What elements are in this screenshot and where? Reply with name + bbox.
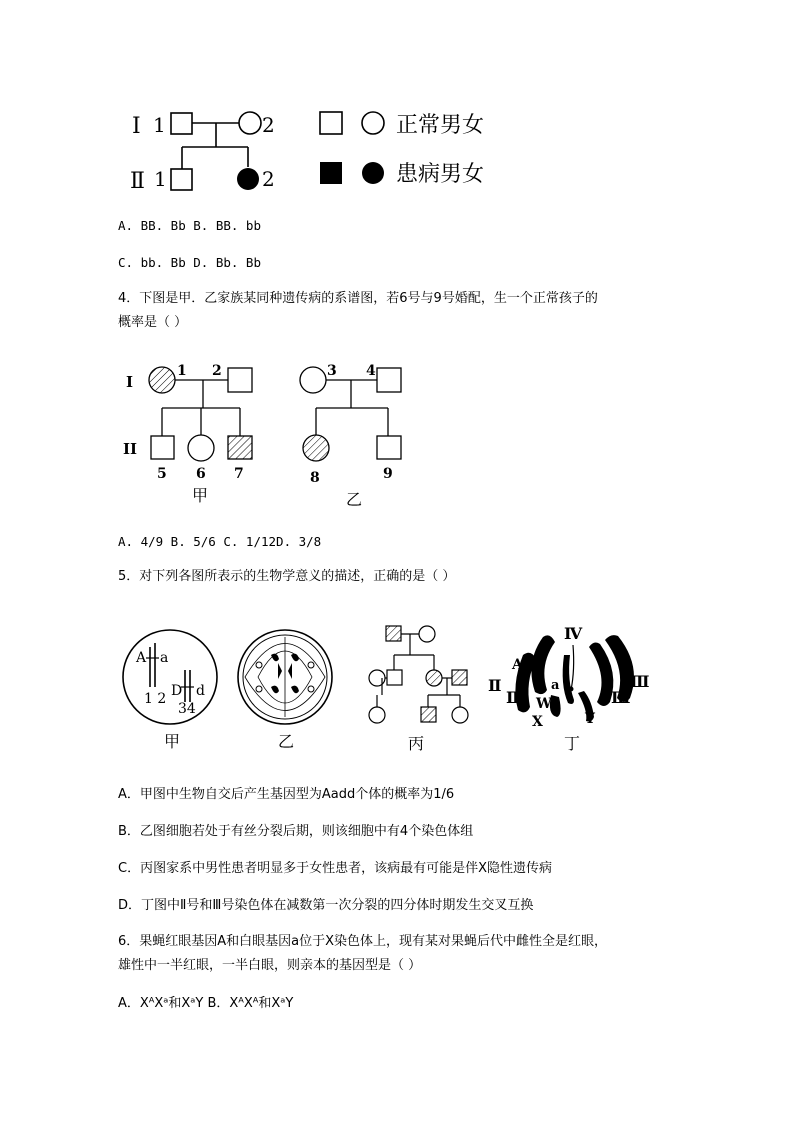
q6-stem-line2: 雄性中一半红眼，一半白眼，则亲本的基因型是（ ） [118,958,422,973]
id-label-6: 6 [196,466,206,482]
figure-q5 [118,615,658,760]
caption-yi: 乙 [278,732,295,751]
id-label-5: 5 [157,466,167,482]
q4-stem-line1: 4．下图是甲．乙家族某同种遗传病的系谱图，若6号与9号婚配，生一个正常孩子的 [118,291,598,306]
id-label: 1 [154,167,167,191]
caption-ding: 丁 [564,734,581,753]
male-normal-symbol [171,113,192,134]
q6-options: A．XᴬXᵃ和XᵃY B．XᴬXᴬ和XᵃY [118,996,294,1011]
q5-option-C: C．丙图家系中男性患者明显多于女性患者，该病最有可能是伴X隐性遗传病 [118,861,552,876]
cell-yi [238,630,332,724]
caption-jia: 甲 [192,486,209,505]
id-label-8: 8 [310,470,320,486]
legend-male-normal [320,112,342,134]
label-A: A [512,657,523,673]
chromosomes-ding [488,624,649,730]
q4-options: A. 4/9 B. 5/6 C. 1/12D. 3/8 [118,534,322,549]
q4-stem-line2: 概率是（ ） [118,315,188,330]
caption-yi: 乙 [346,490,363,509]
label-III-left: Ⅲ [611,688,631,707]
male-normal-9 [377,436,401,459]
label-W: W [536,696,552,712]
gen-label-II: II [123,440,138,458]
legend-male-affected [320,162,342,184]
gene-d: d [196,683,205,699]
pedigree-bing [369,626,468,723]
label-a: a [551,678,560,693]
q5-option-A: A．甲图中生物自交后产生基因型为Aadd个体的概率为1/6 [118,787,455,802]
female-affected-1 [149,367,175,393]
female-normal-3 [300,367,326,393]
id-label-2: 2 [212,363,222,379]
q5-option-B: B．乙图细胞若处于有丝分裂后期，则该细胞中有4个染色体组 [118,824,474,839]
cell-jia [123,630,217,724]
gene-A: A [136,650,147,666]
gen-label-I: I [126,373,134,391]
id-label: 1 [153,113,166,137]
label-X: X [532,714,543,730]
female-normal-symbol [239,112,261,134]
q3-options-row1: A. BB. Bb B. BB. bb [118,218,261,233]
figure-pedigree-q3 [120,100,520,200]
label-Y: Y [585,711,595,727]
female-affected-8 [303,435,329,461]
male-normal-symbol [171,169,192,190]
male-normal-2 [228,368,252,392]
male-normal-5 [151,436,174,459]
female-affected-symbol [237,168,259,190]
q3-options-row2: C. bb. Bb D. Bb. Bb [118,255,261,270]
id-label-3: 3 [327,363,337,379]
gene-a: a [160,650,169,666]
figure-pedigree-q4 [120,355,420,515]
legend-female-affected [362,162,384,184]
id-label-1: 1 [177,363,187,379]
caption-jia: 甲 [164,732,181,751]
id-label: 2 [262,113,275,137]
label-II-right: Ⅱ [506,688,520,707]
chromosome-12: 1 2 [144,691,167,707]
male-normal-4 [377,368,401,392]
label-II-left: Ⅱ [488,676,502,695]
caption-bing: 丙 [408,734,425,753]
q5-option-D: D．丁图中Ⅱ号和Ⅲ号染色体在减数第一次分裂的四分体时期发生交叉互换 [118,898,534,913]
gene-D: D [171,683,183,699]
id-label-7: 7 [234,466,244,482]
label-III-right: Ⅲ [630,672,650,691]
q5-stem: 5．对下列各图所表示的生物学意义的描述，正确的是（ ） [118,569,456,584]
q6-stem-line1: 6．果蝇红眼基因A和白眼基因a位于X染色体上，现有某对果蝇后代中雌性全是红眼， [118,934,608,949]
female-normal-6 [188,435,214,461]
male-affected-7 [228,436,252,459]
legend-female-normal [362,112,384,134]
id-label-9: 9 [383,466,393,482]
id-label-4: 4 [366,363,376,379]
gen-label-II: Ⅱ [130,169,145,194]
id-label: 2 [262,167,275,191]
legend-affected-label: 患病男女 [396,162,485,187]
label-IV: Ⅳ [564,624,583,643]
legend-normal-label: 正常男女 [396,113,485,138]
chromosome-34: 34 [178,701,196,717]
gen-label-I: Ⅰ [132,114,141,139]
